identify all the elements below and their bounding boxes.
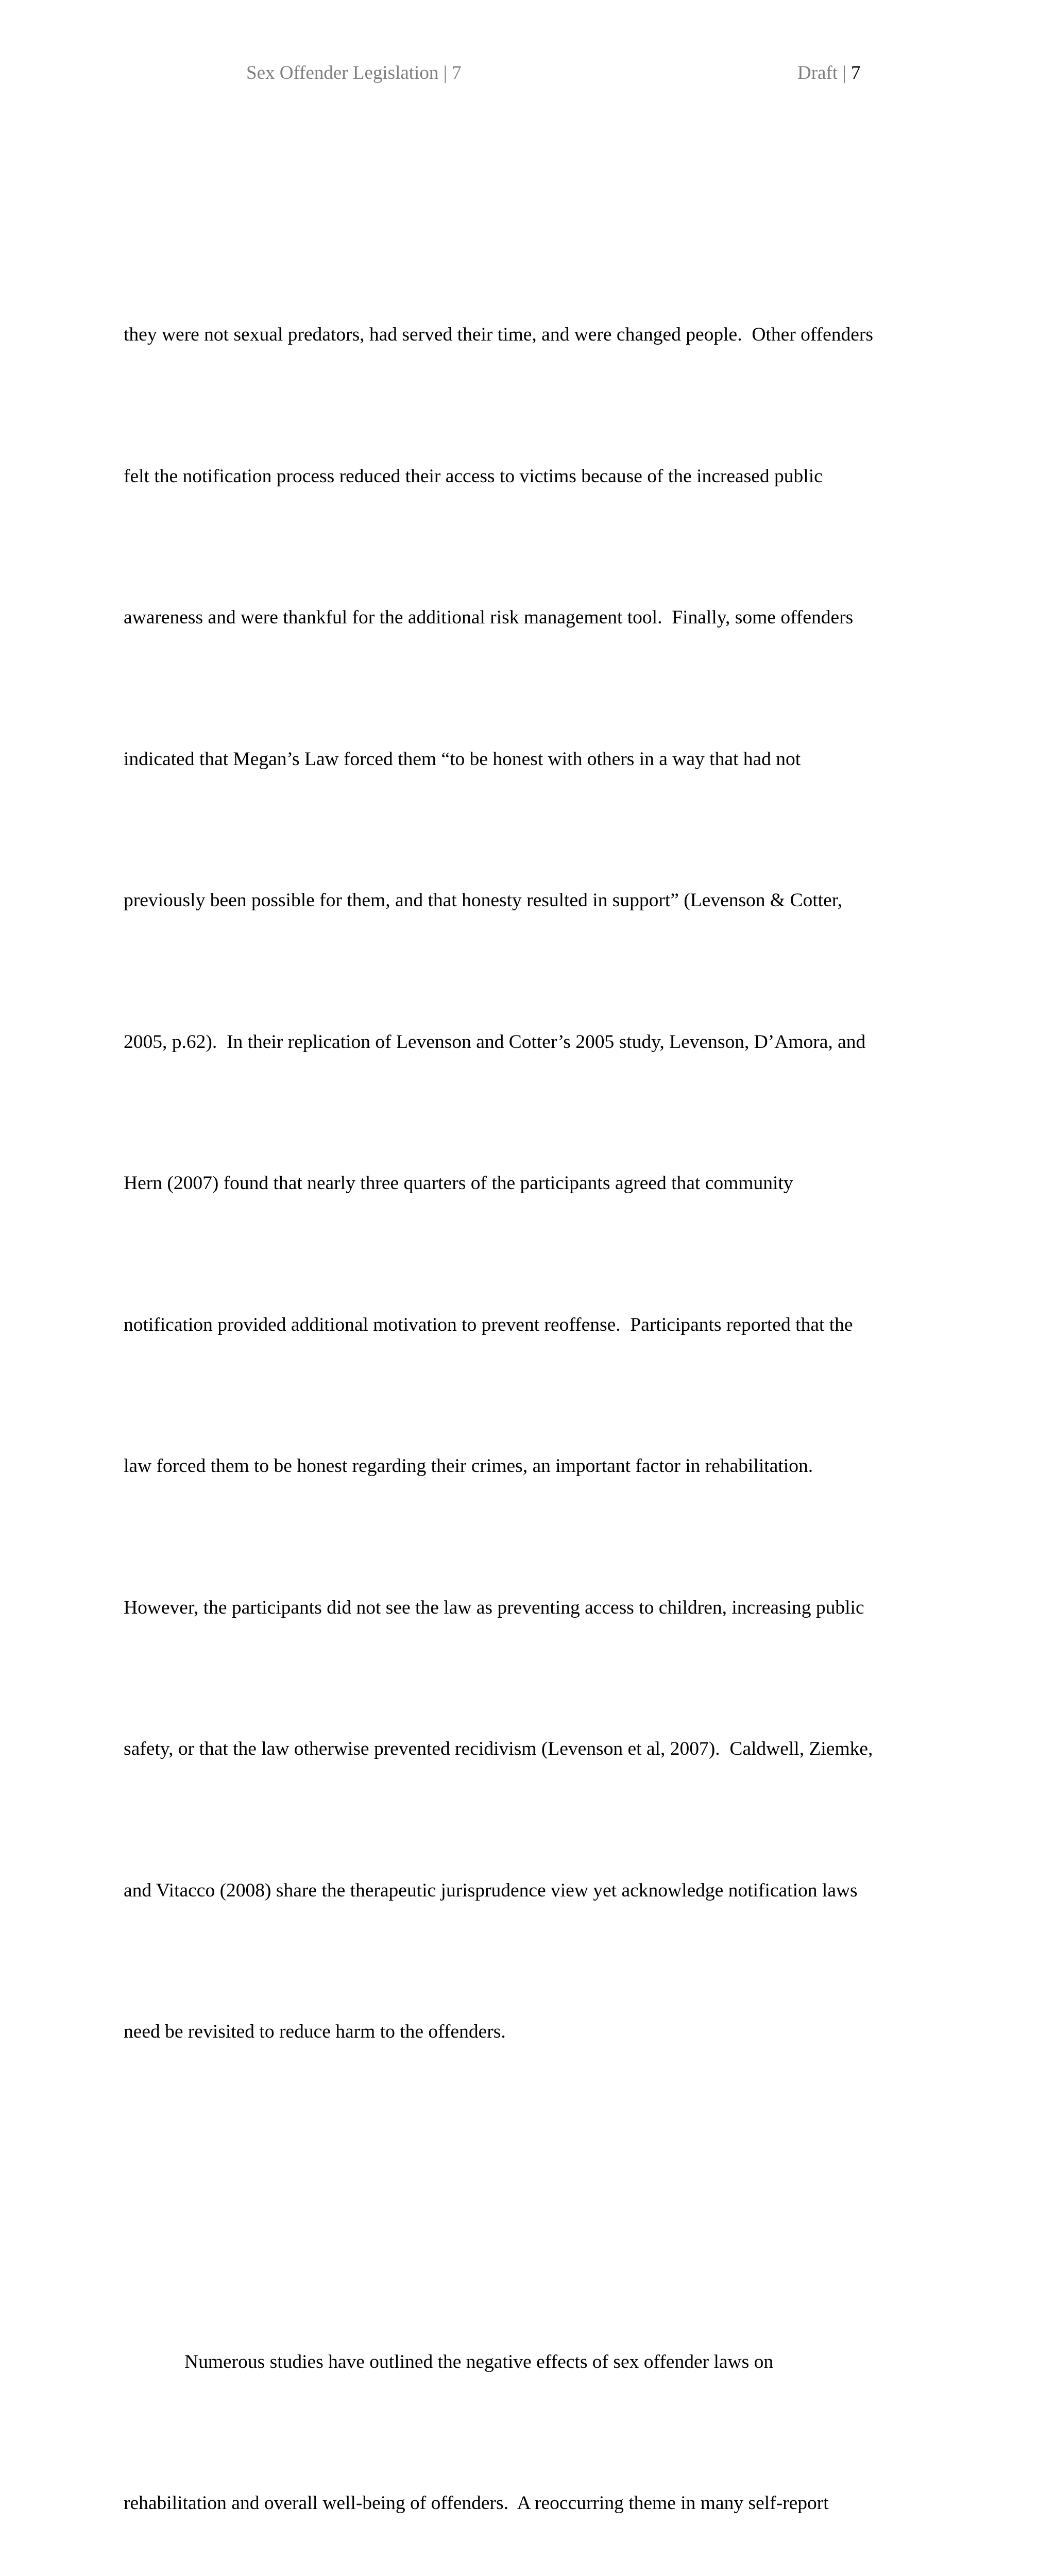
text-line: indicated that Megan’s Law forced them “to be honest with others in a way that had not [124, 736, 927, 783]
text-line: However, the participants did not see the law as preventing access to children, increasing public [124, 1584, 927, 1632]
text-line: awareness and were thankful for the additional risk management tool. Finally, some offenders [124, 594, 927, 641]
text-line: rehabilitation and overall well-being of offenders. A reoccurring theme in many self-report [124, 2480, 927, 2527]
header-separator: | [842, 62, 846, 83]
text-line: 2005, p.62). In their replication of Levenson and Cotter’s 2005 study, Levenson, D’Amora, and [124, 1019, 927, 1066]
text-line: they were not sexual predators, had served their time, and were changed people. Other offenders [124, 311, 927, 359]
document-body [124, 123, 927, 2576]
draft-label: Draft [797, 62, 838, 83]
text-line: felt the notification process reduced their access to victims because of the increased public [124, 453, 927, 500]
text-line-indented: Numerous studies have outlined the negative effects of sex offender laws on [124, 2338, 927, 2386]
text-line: previously been possible for them, and that honesty resulted in support” (Levenson & Cotter, [124, 877, 927, 924]
text-line: and Vitacco (2008) share the therapeutic jurisprudence view yet acknowledge notification laws [124, 1867, 927, 1914]
page-number: 7 [851, 62, 861, 83]
page-header-right [797, 61, 861, 86]
text-line: safety, or that the law otherwise prevented recidivism (Levenson et al, 2007). Caldwell, Ziemke, [124, 1725, 927, 1773]
running-header-title: Sex Offender Legislation | 7 [246, 61, 462, 86]
paragraph-2 [124, 2244, 927, 2576]
text-line: notification provided additional motivation to prevent reoffense. Participants reported that the [124, 1301, 927, 1349]
text-line: need be revisited to reduce harm to the offenders. [124, 2008, 927, 2056]
text-line: law forced them to be honest regarding their crimes, an important factor in rehabilitation. [124, 1443, 927, 1490]
text-line: Hern (2007) found that nearly three quarters of the participants agreed that community [124, 1160, 927, 1207]
paragraph-1 [124, 217, 927, 2150]
